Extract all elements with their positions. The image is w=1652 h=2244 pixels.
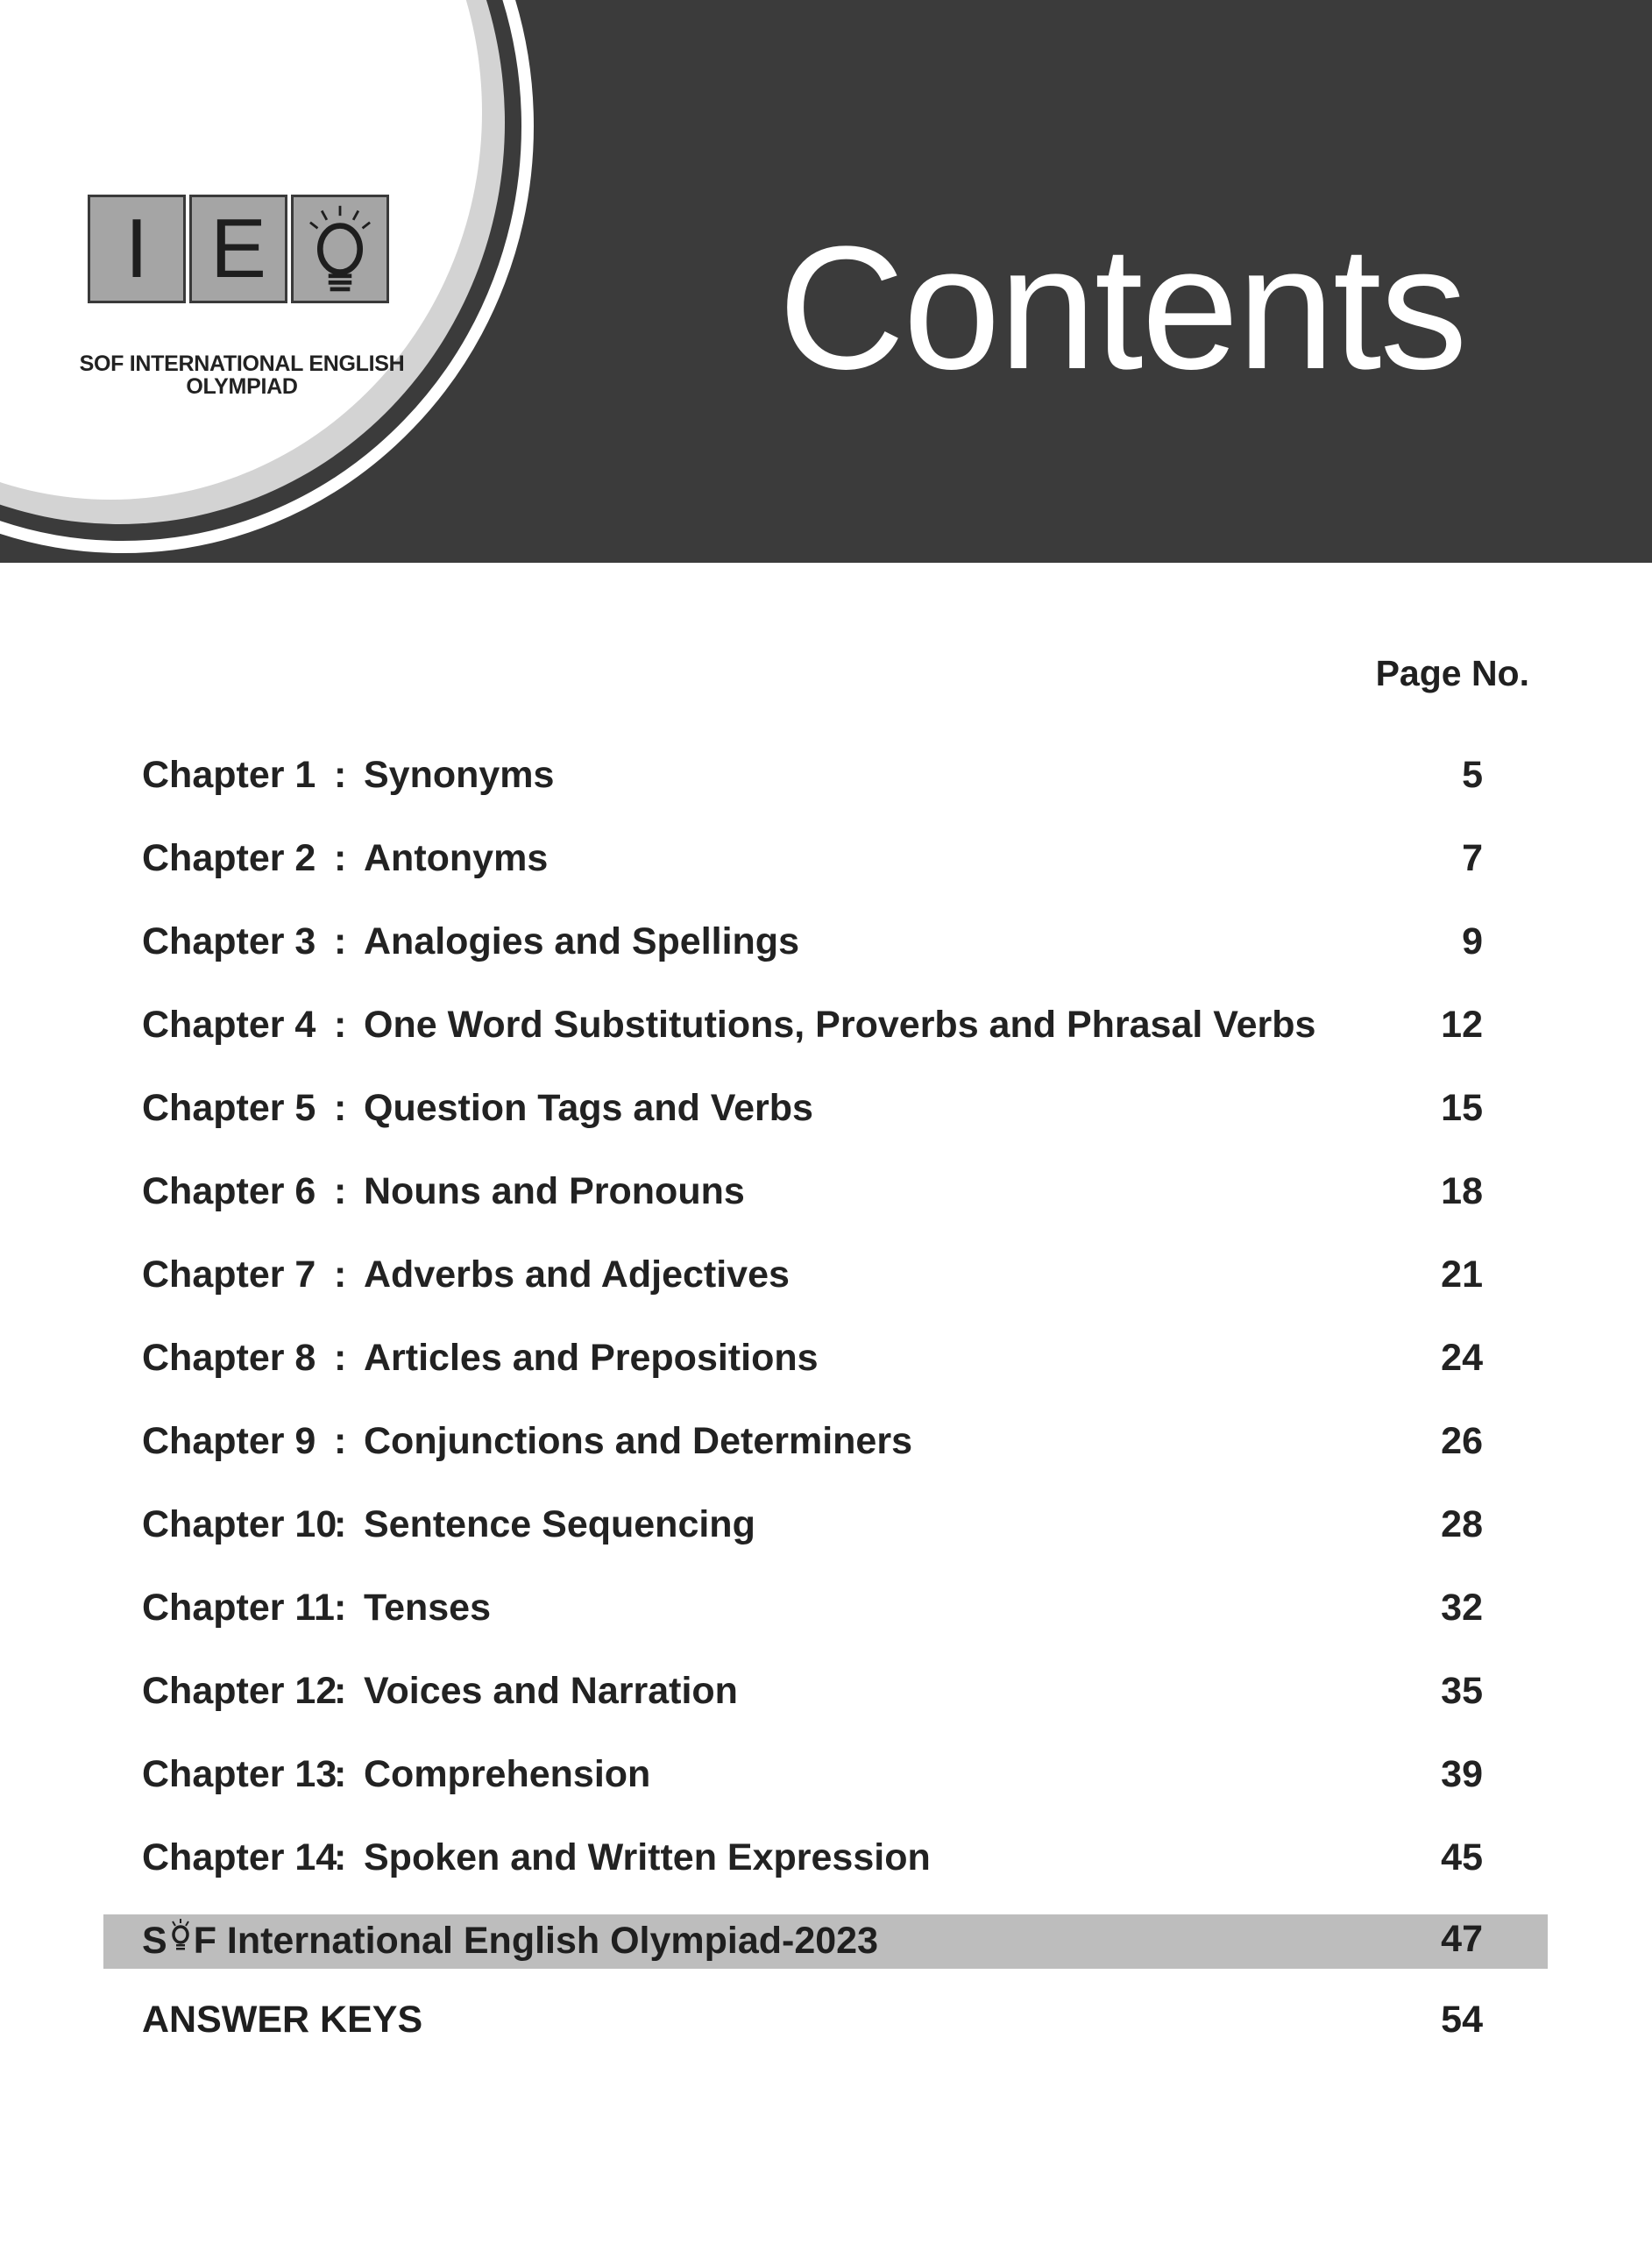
chapter-title: Spoken and Written Expression <box>364 1836 931 1878</box>
chapter-label: Chapter 3 <box>142 920 316 962</box>
chapter-page: 32 <box>1441 1587 1483 1629</box>
toc-row-chapter-4[interactable] <box>142 1004 1483 1056</box>
toc-row-chapter-5[interactable] <box>142 1087 1483 1140</box>
page-no-heading: Page No. <box>1375 653 1529 693</box>
chapter-title: Sentence Sequencing <box>364 1503 755 1545</box>
chapter-title: Analogies and Spellings <box>364 920 799 962</box>
toc-row-chapter-14[interactable] <box>142 1836 1483 1889</box>
answer-keys-page: 54 <box>1441 1999 1483 2041</box>
separator: : <box>334 837 347 879</box>
separator: : <box>334 920 347 962</box>
logo-letter-e: E <box>189 195 287 303</box>
sof-bulb-o-icon <box>167 1918 194 1953</box>
separator: : <box>334 1753 347 1795</box>
chapter-title: Question Tags and Verbs <box>364 1087 813 1129</box>
chapter-page: 45 <box>1441 1836 1483 1878</box>
separator: : <box>334 1587 347 1629</box>
toc-row-answer-keys[interactable] <box>142 1999 1483 2051</box>
chapter-title: One Word Substitutions, Proverbs and Phrasal Verbs <box>364 1004 1316 1046</box>
toc-row-chapter-2[interactable] <box>142 837 1483 890</box>
toc-row-olympiad[interactable] <box>142 1918 1483 1971</box>
chapter-page: 39 <box>1441 1753 1483 1795</box>
chapter-label: Chapter 13 <box>142 1753 337 1795</box>
chapter-page: 15 <box>1441 1087 1483 1129</box>
separator: : <box>334 1836 347 1878</box>
chapter-label: Chapter 2 <box>142 837 316 879</box>
page-title: Contents <box>778 210 1466 406</box>
chapter-label: Chapter 7 <box>142 1253 316 1296</box>
answer-keys-title: ANSWER KEYS <box>142 1999 423 2041</box>
chapter-page: 18 <box>1441 1170 1483 1212</box>
toc-row-chapter-12[interactable] <box>142 1670 1483 1722</box>
olympiad-page: 47 <box>1441 1918 1483 1960</box>
toc-row-chapter-13[interactable] <box>142 1753 1483 1806</box>
ieo-logo <box>79 195 405 405</box>
chapter-label: Chapter 5 <box>142 1087 316 1129</box>
olympiad-title <box>142 1918 878 1963</box>
chapter-label: Chapter 11 <box>142 1587 335 1629</box>
logo-caption-line1: SOF INTERNATIONAL ENGLISH <box>79 352 405 376</box>
separator: : <box>334 1253 347 1296</box>
toc-row-chapter-10[interactable] <box>142 1503 1483 1556</box>
header-band <box>0 0 1652 563</box>
olympiad-title-rest: F International English Olympiad-2023 <box>193 1920 879 1962</box>
chapter-title: Voices and Narration <box>364 1670 738 1712</box>
chapter-label: Chapter 10 <box>142 1503 337 1545</box>
separator: : <box>334 1420 347 1462</box>
chapter-title: Adverbs and Adjectives <box>364 1253 790 1296</box>
logo-caption <box>77 352 407 398</box>
chapter-page: 5 <box>1462 754 1483 796</box>
toc-row-chapter-3[interactable] <box>142 920 1483 973</box>
toc-row-chapter-9[interactable] <box>142 1420 1483 1473</box>
chapter-page: 28 <box>1441 1503 1483 1545</box>
toc-row-chapter-7[interactable] <box>142 1253 1483 1306</box>
chapter-label: Chapter 4 <box>142 1004 316 1046</box>
separator: : <box>334 1670 347 1712</box>
chapter-title: Synonyms <box>364 754 555 796</box>
separator: : <box>334 1503 347 1545</box>
chapter-title: Nouns and Pronouns <box>364 1170 745 1212</box>
chapter-label: Chapter 9 <box>142 1420 316 1462</box>
chapter-title: Antonyms <box>364 837 549 879</box>
logo-caption-line2: OLYMPIAD <box>186 374 298 399</box>
chapter-label: Chapter 1 <box>142 754 316 796</box>
chapter-page: 26 <box>1441 1420 1483 1462</box>
separator: : <box>334 754 347 796</box>
toc-row-chapter-6[interactable] <box>142 1170 1483 1223</box>
chapter-page: 21 <box>1441 1253 1483 1296</box>
chapter-label: Chapter 14 <box>142 1836 337 1878</box>
logo-letter-i: I <box>88 195 186 303</box>
separator: : <box>334 1087 347 1129</box>
separator: : <box>334 1337 347 1379</box>
chapter-title: Tenses <box>364 1587 491 1629</box>
chapter-label: Chapter 8 <box>142 1337 316 1379</box>
chapter-page: 7 <box>1462 837 1483 879</box>
chapter-title: Articles and Prepositions <box>364 1337 819 1379</box>
chapter-title: Conjunctions and Determiners <box>364 1420 912 1462</box>
chapter-page: 12 <box>1441 1004 1483 1046</box>
lightbulb-icon <box>291 195 389 303</box>
chapter-title: Comprehension <box>364 1753 651 1795</box>
toc-row-chapter-1[interactable] <box>142 754 1483 806</box>
chapter-page: 9 <box>1462 920 1483 962</box>
logo-letter-boxes <box>88 195 396 307</box>
olympiad-prefix-s: S <box>142 1920 167 1962</box>
chapter-page: 35 <box>1441 1670 1483 1712</box>
toc-row-chapter-11[interactable] <box>142 1587 1483 1639</box>
chapter-label: Chapter 6 <box>142 1170 316 1212</box>
chapter-label: Chapter 12 <box>142 1670 337 1712</box>
separator: : <box>334 1004 347 1046</box>
chapter-page: 24 <box>1441 1337 1483 1379</box>
separator: : <box>334 1170 347 1212</box>
toc-row-chapter-8[interactable] <box>142 1337 1483 1389</box>
